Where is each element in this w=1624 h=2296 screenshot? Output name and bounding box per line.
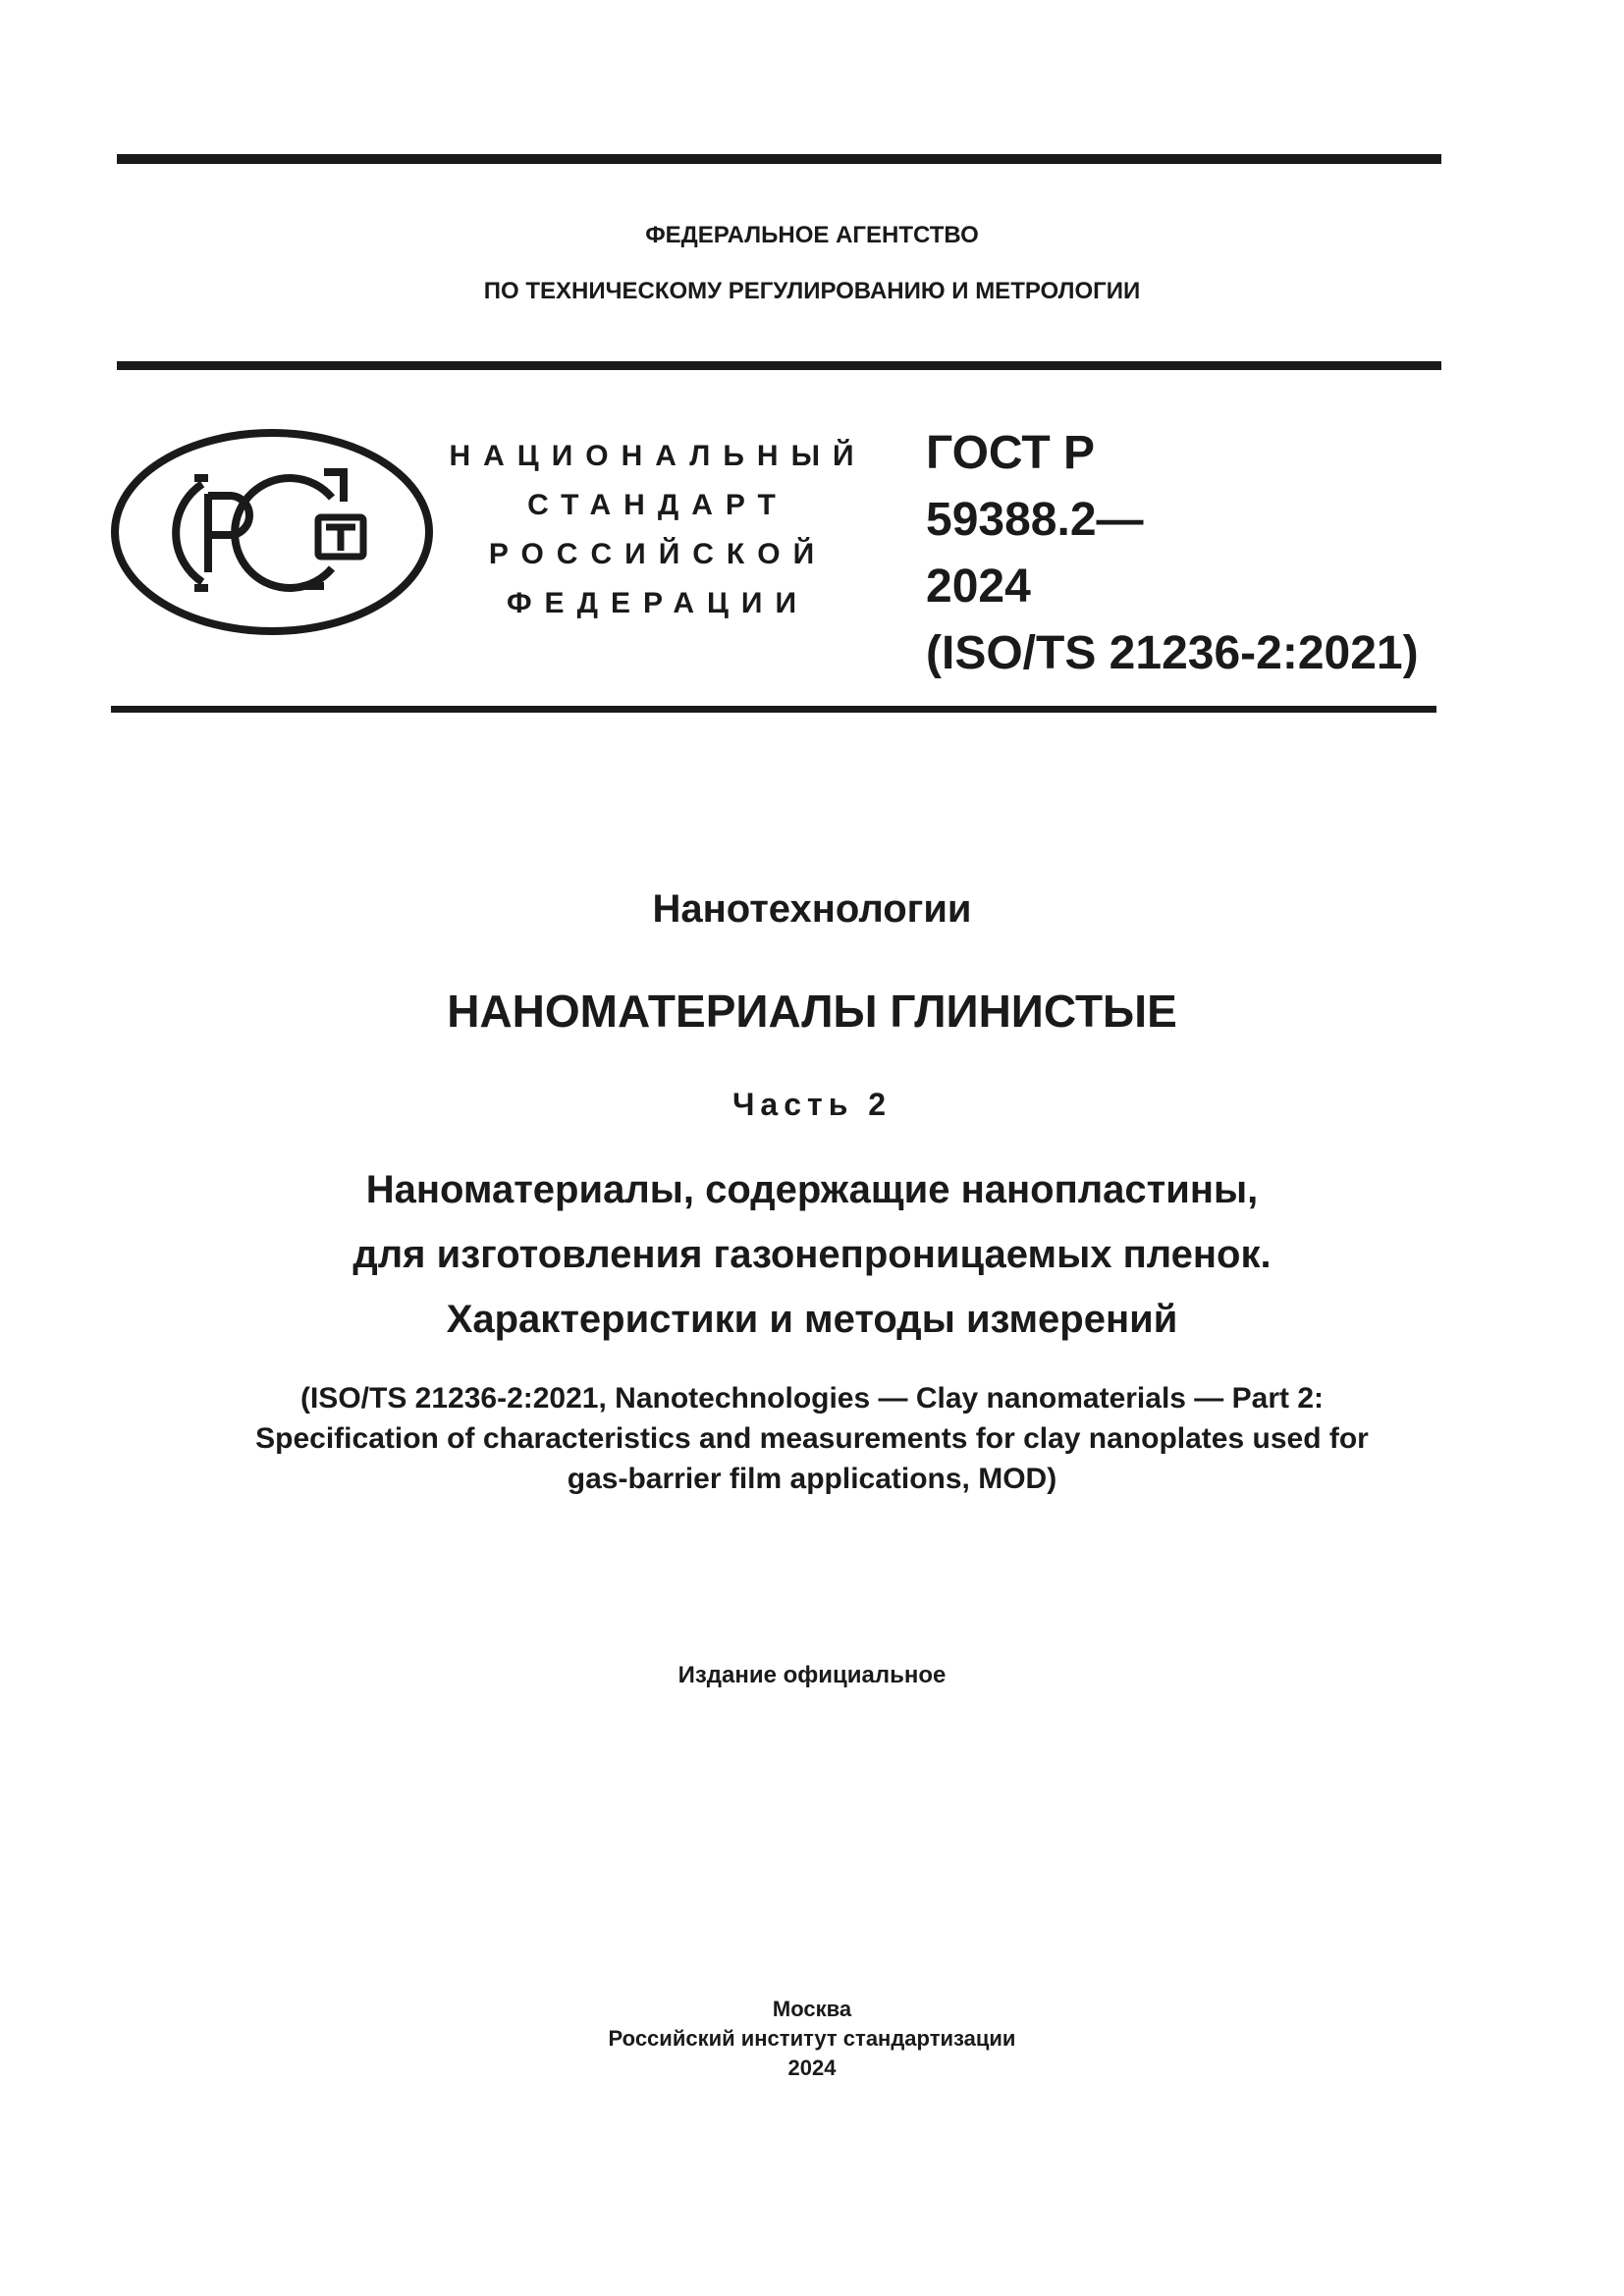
agency-line-1: ФЕДЕРАЛЬНОЕ АГЕНТСТВО (645, 222, 979, 248)
edition-label: Издание официальное (677, 1662, 947, 1688)
agency-line-2: ПО ТЕХНИЧЕСКОМУ РЕГУЛИРОВАНИЮ И МЕТРОЛОГИИ (483, 278, 1141, 304)
publisher-institute: Российский институт стандартизации (608, 2026, 1016, 2051)
national-standard-line-3: РОССИЙСКОЙ (488, 538, 828, 570)
subtitle-line-1: Наноматериалы, содержащие нанопластины, (365, 1168, 1259, 1211)
iso-reference-line-1: (ISO/TS 21236-2:2021, Nanotechnologies — Clay nanomaterials — Part 2: (299, 1382, 1325, 1415)
subtitle-line-3: Характеристики и методы измерений (446, 1298, 1178, 1341)
national-standard-line-4: ФЕДЕРАЦИИ (506, 587, 810, 619)
header-rule (117, 361, 1441, 370)
top-rule (117, 154, 1441, 164)
gost-designation-line-2: 59388.2— (926, 494, 1144, 546)
rst-certification-logo-icon (110, 427, 434, 638)
national-standard-line-2: СТАНДАРТ (527, 489, 788, 521)
designation-rule (111, 706, 1436, 713)
publisher-city: Москва (772, 1997, 852, 2021)
gost-designation-line-3: 2024 (926, 561, 1031, 613)
gost-designation-line-4: (ISO/TS 21236-2:2021) (926, 627, 1419, 679)
national-standard-line-1: НАЦИОНАЛЬНЫЙ (449, 440, 867, 472)
part-label: Часть 2 (731, 1087, 893, 1122)
document-title: НАНОМАТЕРИАЛЫ ГЛИНИСТЫЕ (447, 986, 1177, 1037)
topic-heading: Нанотехнологии (652, 887, 972, 931)
publisher-year: 2024 (787, 2056, 837, 2080)
iso-reference-line-3: gas-barrier film applications, MOD) (567, 1463, 1057, 1495)
subtitle-line-2: для изготовления газонепроницаемых пленок. (352, 1233, 1272, 1276)
gost-designation-line-1: ГОСТ Р (926, 427, 1096, 479)
iso-reference-line-2: Specification of characteristics and measurements for clay nanoplates used for (255, 1422, 1369, 1455)
